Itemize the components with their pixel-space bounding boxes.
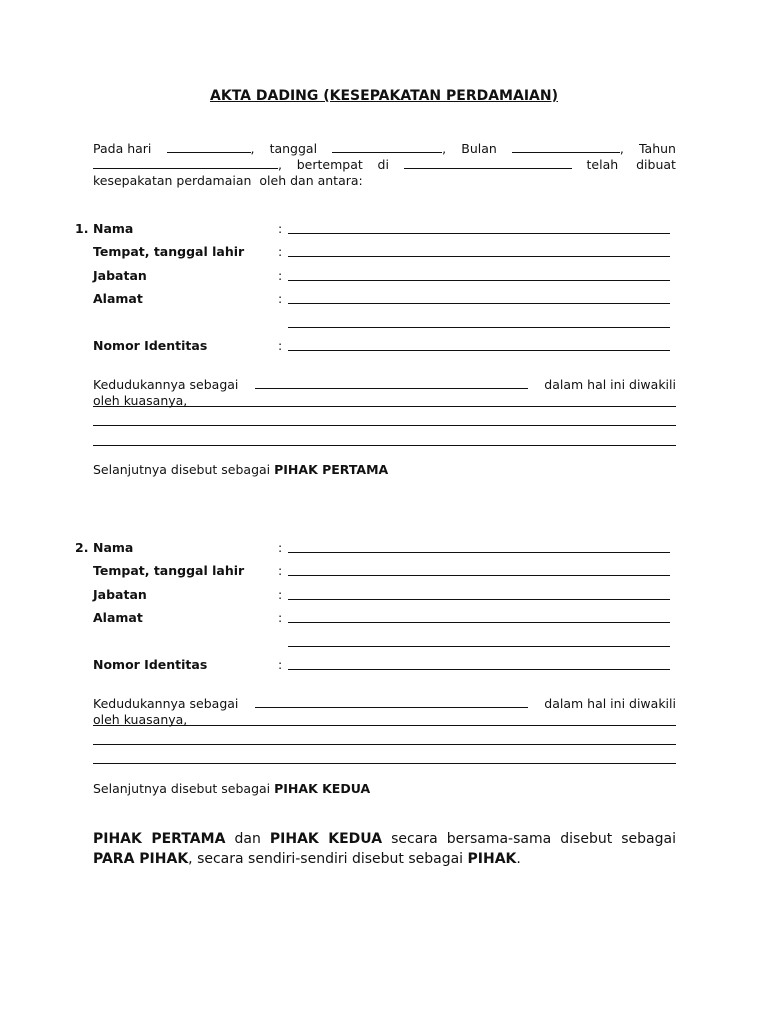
jabatan-input-line[interactable] [288,599,670,600]
intro-paragraph [93,141,676,189]
nomor-identitas-input-line[interactable] [288,350,670,351]
party-2-number: 2. [75,540,89,555]
party-2-designation: Selanjutnya disebut sebagai PIHAK KEDUA [93,781,371,796]
intro-line-1: Pada hari , tanggal , Bulan , Tahun [93,141,676,156]
party-1-jabatan-field: Jabatan : [93,268,673,286]
hari-blank[interactable] [167,141,251,153]
party-1-designation: Selanjutnya disebut sebagai PIHAK PERTAMA [93,462,389,477]
tempat-blank[interactable] [404,157,572,169]
alamat-continuation-line[interactable] [288,646,670,647]
ttl-input-line[interactable] [288,256,670,257]
alamat-continuation-line[interactable] [288,327,670,328]
nomor-identitas-label: Nomor Identitas [93,338,208,353]
bertempat-label: bertempat [296,157,363,172]
di-label: di [377,157,389,172]
kuasa-line-1[interactable] [93,406,676,407]
pada-hari-label: Pada hari [93,141,152,156]
party-1-nomor-identitas-field: Nomor Identitas : [93,338,673,356]
bulan-label: Bulan [461,141,497,156]
party-2-kedudukan: Kedudukannya sebagai dalam hal ini diwakili oleh kuasanya, [93,696,676,727]
pihak-pertama-label: PIHAK PERTAMA [274,462,389,477]
party-1-nama-field: Nama : [93,221,673,239]
kedudukan-blank[interactable] [255,377,528,389]
jabatan-input-line[interactable] [288,280,670,281]
party-1-ttl-field: Tempat, tanggal lahir : [93,244,673,262]
kuasa-line-2[interactable] [93,425,676,426]
closing-paragraph: PIHAK PERTAMA dan PIHAK KEDUA secara bersama-sama disebut sebagai PARA PIHAK, secara sendiri-sendiri disebut sebagai PIHAK. [93,831,676,867]
tanggal-label: tanggal [269,141,318,156]
tahun-blank[interactable] [93,157,278,169]
tahun-label: Tahun [638,141,676,156]
party-2-nomor-identitas-field: Nomor Identitas : [93,657,673,675]
party-2-alamat-field: Alamat : [93,610,673,628]
kuasa-line-3[interactable] [93,763,676,764]
intro-line-3: kesepakatan perdamaian oleh dan antara: [93,173,363,188]
nomor-identitas-input-line[interactable] [288,669,670,670]
party-2-nama-field: Nama : [93,540,673,558]
alamat-input-line[interactable] [288,622,670,623]
kuasa-line-2[interactable] [93,744,676,745]
pihak-kedua-label: PIHAK KEDUA [274,781,371,796]
nama-label: Nama [93,540,134,555]
nama-input-line[interactable] [288,233,670,234]
alamat-input-line[interactable] [288,303,670,304]
party-1-kedudukan: Kedudukannya sebagai dalam hal ini diwakili oleh kuasanya, [93,377,676,408]
bulan-blank[interactable] [512,141,620,153]
tempat-tanggal-lahir-label: Tempat, tanggal lahir [93,244,245,259]
party-1-number: 1. [75,221,89,236]
telah-dibuat-label: telah dibuat [586,157,676,172]
party-2-jabatan-field: Jabatan : [93,587,673,605]
jabatan-label: Jabatan [93,587,147,602]
ttl-input-line[interactable] [288,575,670,576]
party-2-ttl-field: Tempat, tanggal lahir : [93,563,673,581]
kedudukan-blank[interactable] [255,696,528,708]
tanggal-blank[interactable] [332,141,442,153]
tempat-tanggal-lahir-label: Tempat, tanggal lahir [93,563,245,578]
nama-label: Nama [93,221,134,236]
party-1-alamat-field: Alamat : [93,291,673,309]
nomor-identitas-label: Nomor Identitas [93,657,208,672]
nama-input-line[interactable] [288,552,670,553]
kuasa-line-1[interactable] [93,725,676,726]
jabatan-label: Jabatan [93,268,147,283]
intro-line-2: , bertempat di telah dibuat [93,157,676,173]
alamat-label: Alamat [93,291,143,306]
document-title: AKTA DADING (KESEPAKATAN PERDAMAIAN) [210,88,558,104]
alamat-label: Alamat [93,610,143,625]
kuasa-line-3[interactable] [93,445,676,446]
